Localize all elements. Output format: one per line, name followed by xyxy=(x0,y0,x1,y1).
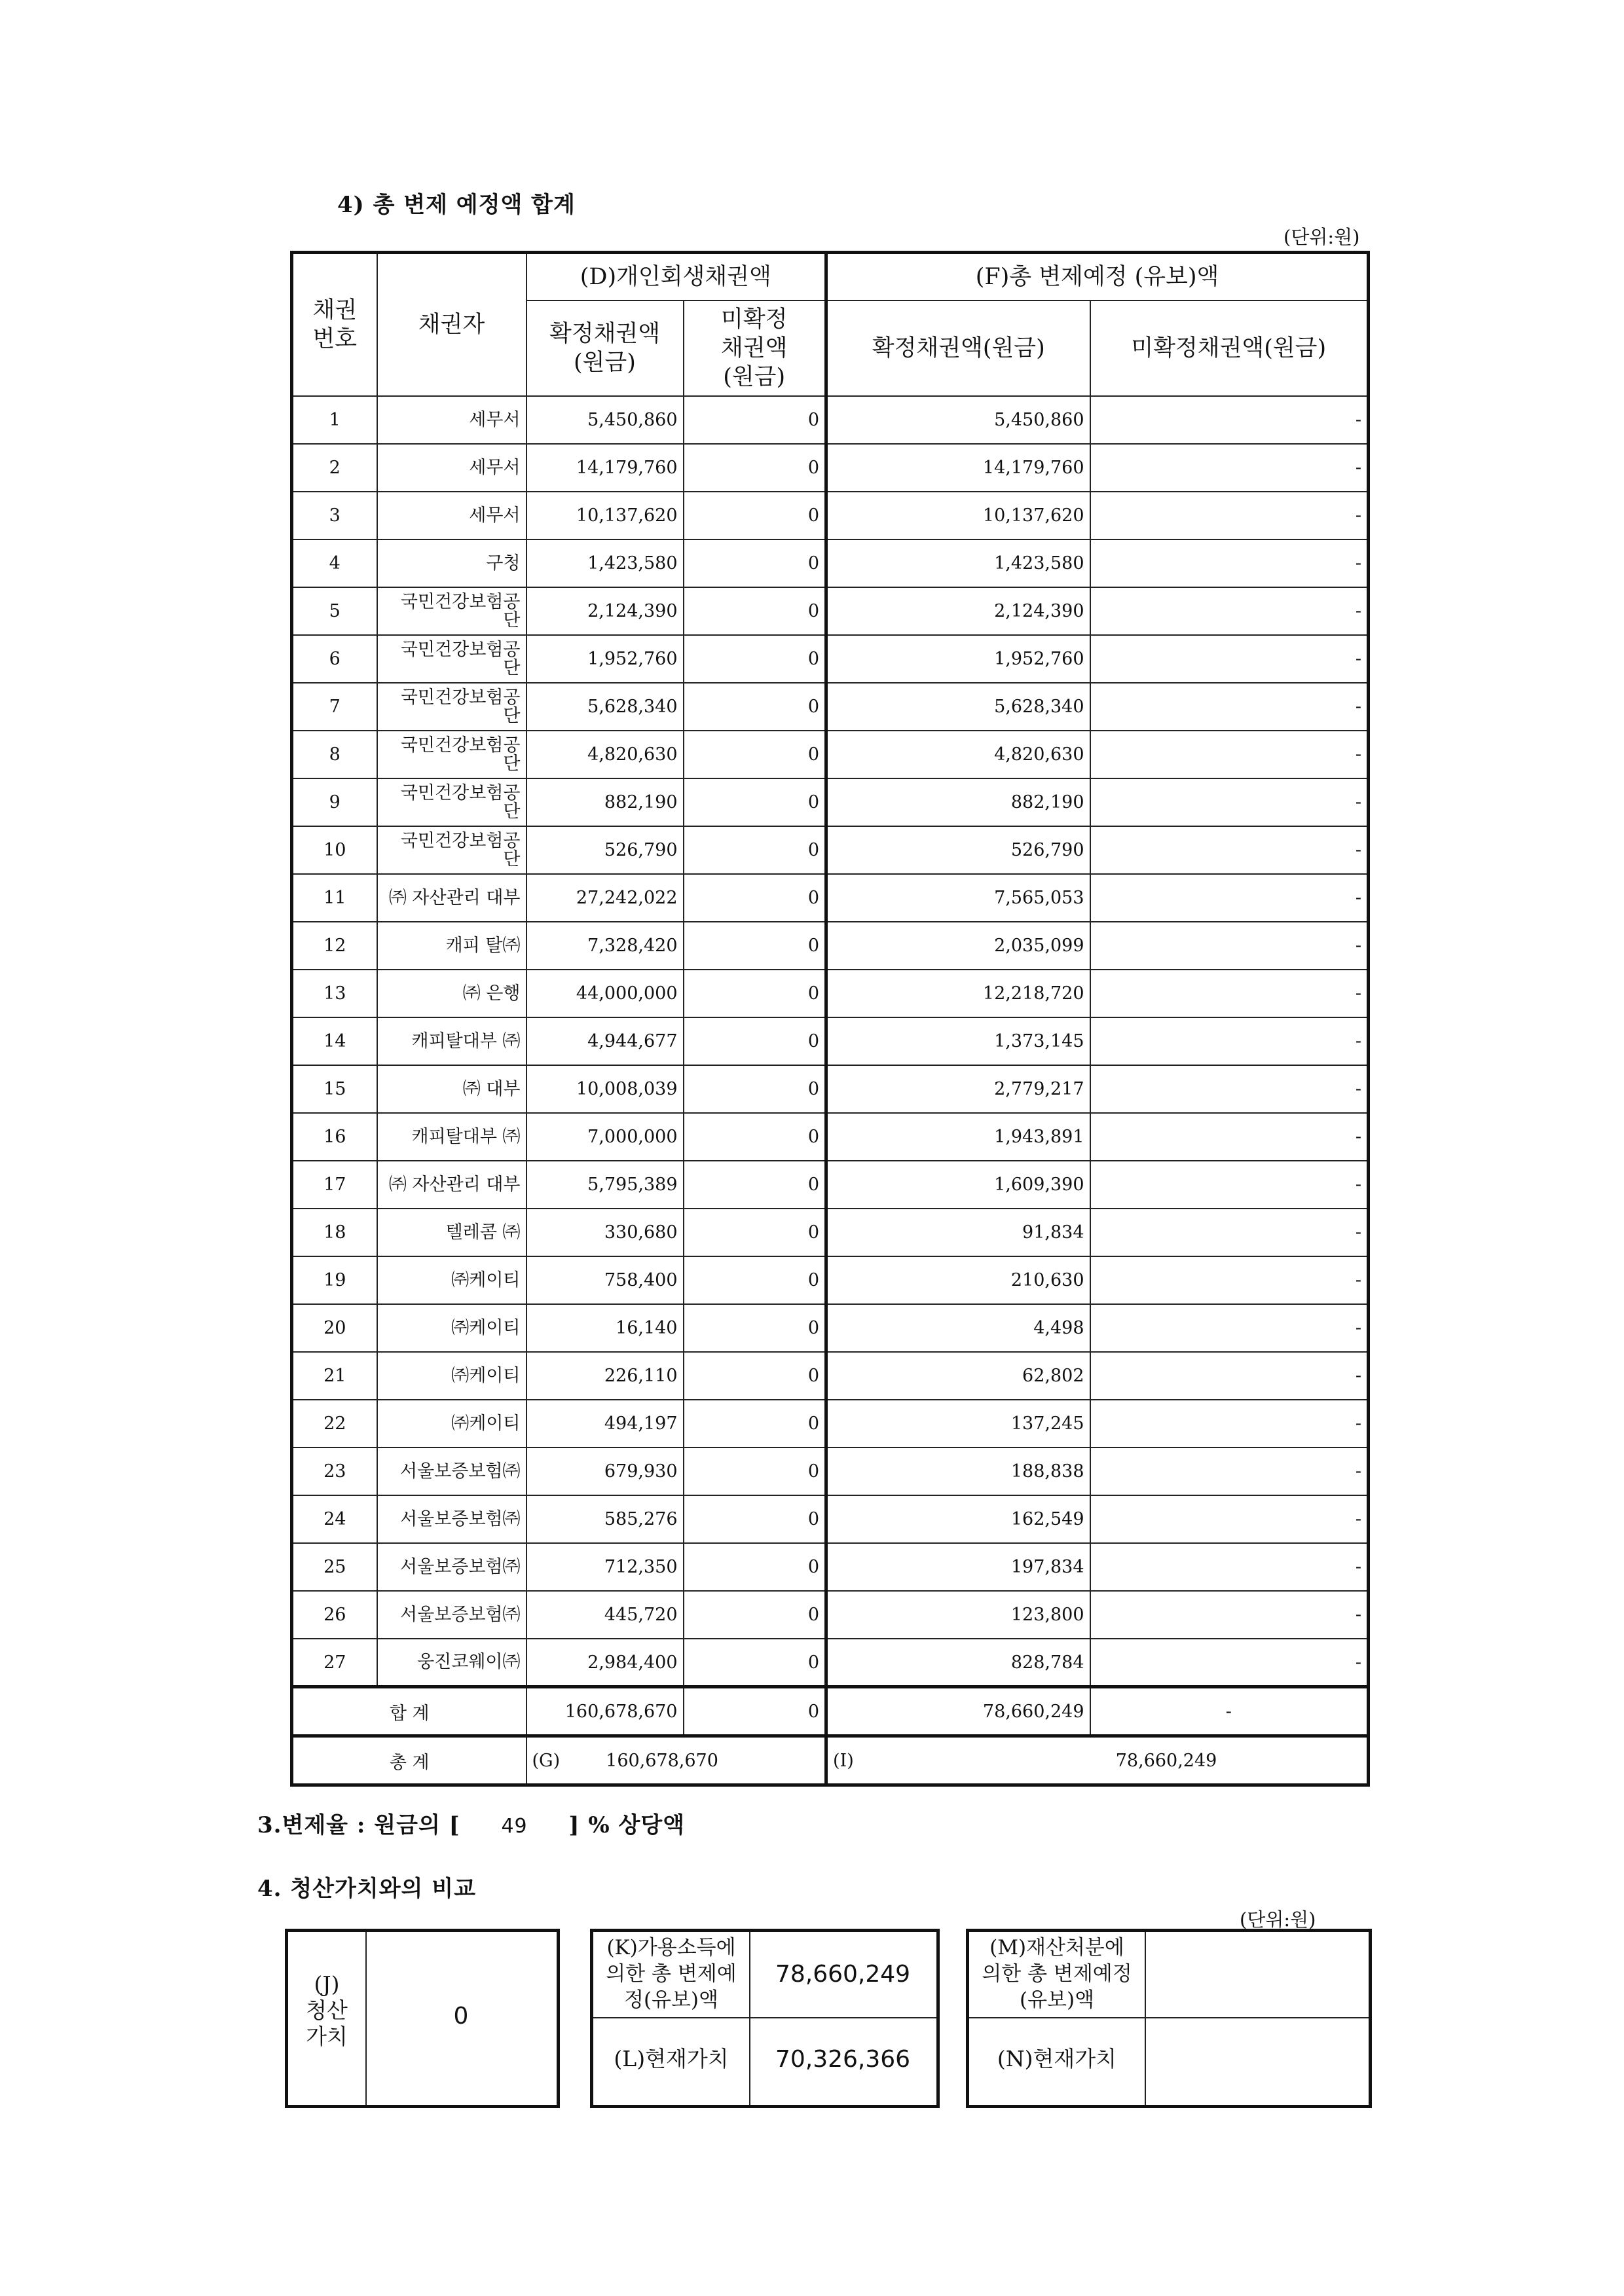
row-no: 4 xyxy=(292,539,377,587)
asset-disposal-box xyxy=(966,1929,1372,2108)
table-row xyxy=(292,1161,1369,1209)
row-d-unconfirmed: 0 xyxy=(684,1400,826,1448)
col-header-d-confirmed: 확정채권액 (원금) xyxy=(526,301,684,396)
row-f-confirmed: 62,802 xyxy=(826,1352,1090,1400)
row-d-unconfirmed: 0 xyxy=(684,731,826,778)
col-header-d-unconfirmed: 미확정 채권액 (원금) xyxy=(684,301,826,396)
table-row xyxy=(292,683,1369,731)
row-f-unconfirmed: - xyxy=(1090,1639,1369,1687)
row-d-unconfirmed: 0 xyxy=(684,1209,826,1256)
row-d-confirmed: 5,450,860 xyxy=(526,396,684,444)
row-creditor: 세무서 xyxy=(377,492,526,539)
row-d-unconfirmed: 0 xyxy=(684,778,826,826)
row-no: 11 xyxy=(292,874,377,922)
row-d-confirmed: 10,008,039 xyxy=(526,1065,684,1113)
row-no: 25 xyxy=(292,1543,377,1591)
repay-rate-prefix: 3.변제율 : 원금의 [ xyxy=(257,1812,460,1838)
row-d-unconfirmed: 0 xyxy=(684,635,826,683)
row-f-unconfirmed: - xyxy=(1090,1495,1369,1543)
row-f-confirmed: 5,450,860 xyxy=(826,396,1090,444)
row-d-confirmed: 7,000,000 xyxy=(526,1113,684,1161)
row-no: 8 xyxy=(292,731,377,778)
row-no: 24 xyxy=(292,1495,377,1543)
grand-total-row xyxy=(292,1736,1369,1785)
row-f-unconfirmed: - xyxy=(1090,1543,1369,1591)
row-d-unconfirmed: 0 xyxy=(684,1543,826,1591)
row-d-unconfirmed: 0 xyxy=(684,1113,826,1161)
row-d-confirmed: 712,350 xyxy=(526,1543,684,1591)
row-f-confirmed: 1,609,390 xyxy=(826,1161,1090,1209)
row-d-confirmed: 1,423,580 xyxy=(526,539,684,587)
table-row xyxy=(292,1017,1369,1065)
row-d-confirmed: 5,628,340 xyxy=(526,683,684,731)
subtotal-f-confirmed: 78,660,249 xyxy=(826,1687,1090,1736)
row-f-unconfirmed: - xyxy=(1090,1400,1369,1448)
row-d-confirmed: 2,124,390 xyxy=(526,587,684,635)
row-creditor: ㈜ 자산관리 대부 xyxy=(377,874,526,922)
table-row xyxy=(292,1352,1369,1400)
grand-total-label: 총 계 xyxy=(292,1736,526,1785)
row-f-unconfirmed: - xyxy=(1090,922,1369,970)
row-d-unconfirmed: 0 xyxy=(684,587,826,635)
row-d-unconfirmed: 0 xyxy=(684,970,826,1017)
col-header-no: 채권 번호 xyxy=(292,253,377,397)
table-row xyxy=(292,1304,1369,1352)
row-f-confirmed: 12,218,720 xyxy=(826,970,1090,1017)
row-f-confirmed: 1,943,891 xyxy=(826,1113,1090,1161)
row-f-confirmed: 197,834 xyxy=(826,1543,1090,1591)
row-f-confirmed: 2,035,099 xyxy=(826,922,1090,970)
col-group-f: (F)총 변제예정 (유보)액 xyxy=(826,253,1369,301)
row-no: 6 xyxy=(292,635,377,683)
table-row xyxy=(292,1448,1369,1495)
compare-title: 4. 청산가치와의 비교 xyxy=(257,1876,476,1902)
row-creditor: 국민건강보험공 단 xyxy=(377,778,526,826)
row-creditor: 세무서 xyxy=(377,444,526,492)
row-d-unconfirmed: 0 xyxy=(684,1495,826,1543)
row-creditor: 국민건강보험공 단 xyxy=(377,587,526,635)
row-f-confirmed: 123,800 xyxy=(826,1591,1090,1639)
row-no: 3 xyxy=(292,492,377,539)
row-d-unconfirmed: 0 xyxy=(684,1161,826,1209)
row-d-unconfirmed: 0 xyxy=(684,1352,826,1400)
row-d-confirmed: 14,179,760 xyxy=(526,444,684,492)
compare-unit-label: (단위:원) xyxy=(1240,1908,1316,1931)
table-row xyxy=(292,635,1369,683)
k-label: (K)가용소득에 의한 총 변제예 정(유보)액 xyxy=(606,1936,737,2012)
table-row xyxy=(292,1113,1369,1161)
table-row xyxy=(292,731,1369,778)
subtotal-d-confirmed: 160,678,670 xyxy=(526,1687,684,1736)
table-row xyxy=(292,826,1369,874)
row-creditor: ㈜케이티 xyxy=(377,1256,526,1304)
row-no: 14 xyxy=(292,1017,377,1065)
section-title: 4) 총 변제 예정액 합계 xyxy=(337,192,576,218)
grand-i-tag: (I) xyxy=(833,1750,854,1771)
row-d-confirmed: 10,137,620 xyxy=(526,492,684,539)
row-f-unconfirmed: - xyxy=(1090,1161,1369,1209)
row-creditor: 국민건강보험공 단 xyxy=(377,731,526,778)
row-f-unconfirmed: - xyxy=(1090,1352,1369,1400)
row-d-confirmed: 526,790 xyxy=(526,826,684,874)
row-f-confirmed: 1,952,760 xyxy=(826,635,1090,683)
row-d-unconfirmed: 0 xyxy=(684,539,826,587)
table-row xyxy=(292,778,1369,826)
j-value: 0 xyxy=(453,2003,469,2030)
table-row xyxy=(292,1639,1369,1687)
row-f-confirmed: 14,179,760 xyxy=(826,444,1090,492)
grand-g-value: 160,678,670 xyxy=(606,1750,718,1771)
row-d-confirmed: 7,328,420 xyxy=(526,922,684,970)
col-header-f-unconfirmed: 미확정채권액(원금) xyxy=(1090,301,1369,396)
row-f-confirmed: 7,565,053 xyxy=(826,874,1090,922)
table-row xyxy=(292,1591,1369,1639)
row-creditor: ㈜ 은행 xyxy=(377,970,526,1017)
row-creditor: 캐피탈대부 ㈜ xyxy=(377,1113,526,1161)
table-row xyxy=(292,1400,1369,1448)
row-creditor: 국민건강보험공 단 xyxy=(377,635,526,683)
row-no: 1 xyxy=(292,396,377,444)
row-creditor: 웅진코웨이㈜ xyxy=(377,1639,526,1687)
row-creditor: 국민건강보험공 단 xyxy=(377,683,526,731)
subtotal-d-unconfirmed: 0 xyxy=(684,1687,826,1736)
row-f-unconfirmed: - xyxy=(1090,1209,1369,1256)
row-d-confirmed: 44,000,000 xyxy=(526,970,684,1017)
row-no: 21 xyxy=(292,1352,377,1400)
table-row xyxy=(292,587,1369,635)
row-d-unconfirmed: 0 xyxy=(684,1017,826,1065)
row-creditor: 서울보증보험㈜ xyxy=(377,1495,526,1543)
subtotal-label: 합 계 xyxy=(292,1687,526,1736)
row-d-unconfirmed: 0 xyxy=(684,1591,826,1639)
row-d-confirmed: 445,720 xyxy=(526,1591,684,1639)
row-f-confirmed: 526,790 xyxy=(826,826,1090,874)
row-creditor: ㈜케이티 xyxy=(377,1304,526,1352)
row-d-confirmed: 2,984,400 xyxy=(526,1639,684,1687)
row-d-confirmed: 494,197 xyxy=(526,1400,684,1448)
row-d-unconfirmed: 0 xyxy=(684,396,826,444)
table-row xyxy=(292,1065,1369,1113)
row-no: 20 xyxy=(292,1304,377,1352)
row-f-confirmed: 10,137,620 xyxy=(826,492,1090,539)
table-row xyxy=(292,970,1369,1017)
row-f-unconfirmed: - xyxy=(1090,539,1369,587)
unit-label: (단위:원) xyxy=(1283,226,1360,248)
row-f-unconfirmed: - xyxy=(1090,1256,1369,1304)
row-d-unconfirmed: 0 xyxy=(684,826,826,874)
row-d-unconfirmed: 0 xyxy=(684,1256,826,1304)
row-f-confirmed: 210,630 xyxy=(826,1256,1090,1304)
grand-i-value: 78,660,249 xyxy=(1115,1750,1217,1771)
grand-g-tag: (G) xyxy=(532,1750,561,1771)
table-row xyxy=(292,444,1369,492)
row-d-unconfirmed: 0 xyxy=(684,1448,826,1495)
table-row xyxy=(292,922,1369,970)
row-creditor: ㈜케이티 xyxy=(377,1400,526,1448)
row-f-unconfirmed: - xyxy=(1090,970,1369,1017)
row-creditor: 캐피탈대부 ㈜ xyxy=(377,1017,526,1065)
row-no: 13 xyxy=(292,970,377,1017)
row-no: 22 xyxy=(292,1400,377,1448)
table-row xyxy=(292,539,1369,587)
row-f-unconfirmed: - xyxy=(1090,492,1369,539)
row-creditor: 구청 xyxy=(377,539,526,587)
row-creditor: 서울보증보험㈜ xyxy=(377,1448,526,1495)
subtotal-f-unconfirmed: - xyxy=(1090,1687,1369,1736)
row-creditor: ㈜케이티 xyxy=(377,1352,526,1400)
row-creditor: 세무서 xyxy=(377,396,526,444)
row-f-unconfirmed: - xyxy=(1090,1304,1369,1352)
row-d-confirmed: 16,140 xyxy=(526,1304,684,1352)
row-f-confirmed: 1,423,580 xyxy=(826,539,1090,587)
table-row xyxy=(292,492,1369,539)
row-d-confirmed: 27,242,022 xyxy=(526,874,684,922)
row-f-unconfirmed: - xyxy=(1090,1065,1369,1113)
row-creditor: ㈜ 자산관리 대부 xyxy=(377,1161,526,1209)
col-header-f-confirmed: 확정채권액(원금) xyxy=(826,301,1090,396)
row-f-confirmed: 4,498 xyxy=(826,1304,1090,1352)
row-f-confirmed: 2,779,217 xyxy=(826,1065,1090,1113)
col-group-d: (D)개인회생채권액 xyxy=(526,253,826,301)
row-no: 26 xyxy=(292,1591,377,1639)
row-no: 7 xyxy=(292,683,377,731)
row-d-confirmed: 226,110 xyxy=(526,1352,684,1400)
grand-total-g-cell xyxy=(526,1736,826,1785)
row-d-unconfirmed: 0 xyxy=(684,1639,826,1687)
row-f-unconfirmed: - xyxy=(1090,444,1369,492)
repay-rate-suffix: ] % 상당액 xyxy=(568,1812,686,1838)
row-f-unconfirmed: - xyxy=(1090,1591,1369,1639)
row-d-unconfirmed: 0 xyxy=(684,922,826,970)
row-creditor: 텔레콤 ㈜ xyxy=(377,1209,526,1256)
row-no: 16 xyxy=(292,1113,377,1161)
row-d-unconfirmed: 0 xyxy=(684,444,826,492)
row-d-confirmed: 882,190 xyxy=(526,778,684,826)
row-f-unconfirmed: - xyxy=(1090,1017,1369,1065)
row-f-unconfirmed: - xyxy=(1090,683,1369,731)
row-no: 9 xyxy=(292,778,377,826)
l-value: 70,326,366 xyxy=(775,2046,911,2073)
row-f-unconfirmed: - xyxy=(1090,874,1369,922)
row-no: 2 xyxy=(292,444,377,492)
j-label: (J) 청산 가치 xyxy=(306,1971,348,2049)
row-f-unconfirmed: - xyxy=(1090,826,1369,874)
available-income-box xyxy=(590,1929,940,2108)
row-d-unconfirmed: 0 xyxy=(684,492,826,539)
table-row xyxy=(292,396,1369,444)
row-f-confirmed: 882,190 xyxy=(826,778,1090,826)
table-row xyxy=(292,1209,1369,1256)
row-d-confirmed: 679,930 xyxy=(526,1448,684,1495)
row-f-unconfirmed: - xyxy=(1090,1113,1369,1161)
row-no: 5 xyxy=(292,587,377,635)
row-f-confirmed: 188,838 xyxy=(826,1448,1090,1495)
k-value: 78,660,249 xyxy=(775,1961,911,1988)
row-no: 10 xyxy=(292,826,377,874)
repayment-table xyxy=(290,251,1370,1787)
row-d-confirmed: 1,952,760 xyxy=(526,635,684,683)
row-no: 15 xyxy=(292,1065,377,1113)
col-header-creditor: 채권자 xyxy=(377,253,526,397)
row-f-confirmed: 4,820,630 xyxy=(826,731,1090,778)
row-f-confirmed: 137,245 xyxy=(826,1400,1090,1448)
row-f-confirmed: 162,549 xyxy=(826,1495,1090,1543)
row-creditor: 서울보증보험㈜ xyxy=(377,1543,526,1591)
row-f-unconfirmed: - xyxy=(1090,587,1369,635)
table-row xyxy=(292,1543,1369,1591)
m-label: (M)재산처분에 의한 총 변제예정 (유보)액 xyxy=(982,1936,1132,2012)
table-row xyxy=(292,1256,1369,1304)
row-f-confirmed: 1,373,145 xyxy=(826,1017,1090,1065)
row-d-confirmed: 330,680 xyxy=(526,1209,684,1256)
row-d-confirmed: 585,276 xyxy=(526,1495,684,1543)
row-f-unconfirmed: - xyxy=(1090,1448,1369,1495)
row-no: 23 xyxy=(292,1448,377,1495)
row-d-unconfirmed: 0 xyxy=(684,683,826,731)
table-row xyxy=(292,874,1369,922)
row-f-confirmed: 828,784 xyxy=(826,1639,1090,1687)
row-d-confirmed: 4,820,630 xyxy=(526,731,684,778)
n-label: (N)현재가치 xyxy=(997,2046,1117,2071)
row-f-unconfirmed: - xyxy=(1090,778,1369,826)
row-f-confirmed: 2,124,390 xyxy=(826,587,1090,635)
row-f-confirmed: 91,834 xyxy=(826,1209,1090,1256)
row-no: 18 xyxy=(292,1209,377,1256)
row-creditor: 서울보증보험㈜ xyxy=(377,1591,526,1639)
liquidation-value-box xyxy=(285,1929,560,2108)
row-no: 19 xyxy=(292,1256,377,1304)
repay-rate-line xyxy=(257,1807,685,1839)
l-label: (L)현재가치 xyxy=(614,2046,729,2071)
row-no: 12 xyxy=(292,922,377,970)
table-row xyxy=(292,1495,1369,1543)
row-d-confirmed: 4,944,677 xyxy=(526,1017,684,1065)
row-creditor: 국민건강보험공 단 xyxy=(377,826,526,874)
row-creditor: 캐피 탈㈜ xyxy=(377,922,526,970)
subtotal-row xyxy=(292,1687,1369,1736)
row-f-unconfirmed: - xyxy=(1090,396,1369,444)
row-no: 27 xyxy=(292,1639,377,1687)
row-creditor: ㈜ 대부 xyxy=(377,1065,526,1113)
grand-total-i-cell xyxy=(826,1736,1369,1785)
row-d-unconfirmed: 0 xyxy=(684,1304,826,1352)
row-f-confirmed: 5,628,340 xyxy=(826,683,1090,731)
repay-rate-value: 49 xyxy=(501,1815,528,1838)
row-d-unconfirmed: 0 xyxy=(684,1065,826,1113)
row-d-confirmed: 5,795,389 xyxy=(526,1161,684,1209)
row-f-unconfirmed: - xyxy=(1090,731,1369,778)
row-d-unconfirmed: 0 xyxy=(684,874,826,922)
row-d-confirmed: 758,400 xyxy=(526,1256,684,1304)
row-no: 17 xyxy=(292,1161,377,1209)
row-f-unconfirmed: - xyxy=(1090,635,1369,683)
